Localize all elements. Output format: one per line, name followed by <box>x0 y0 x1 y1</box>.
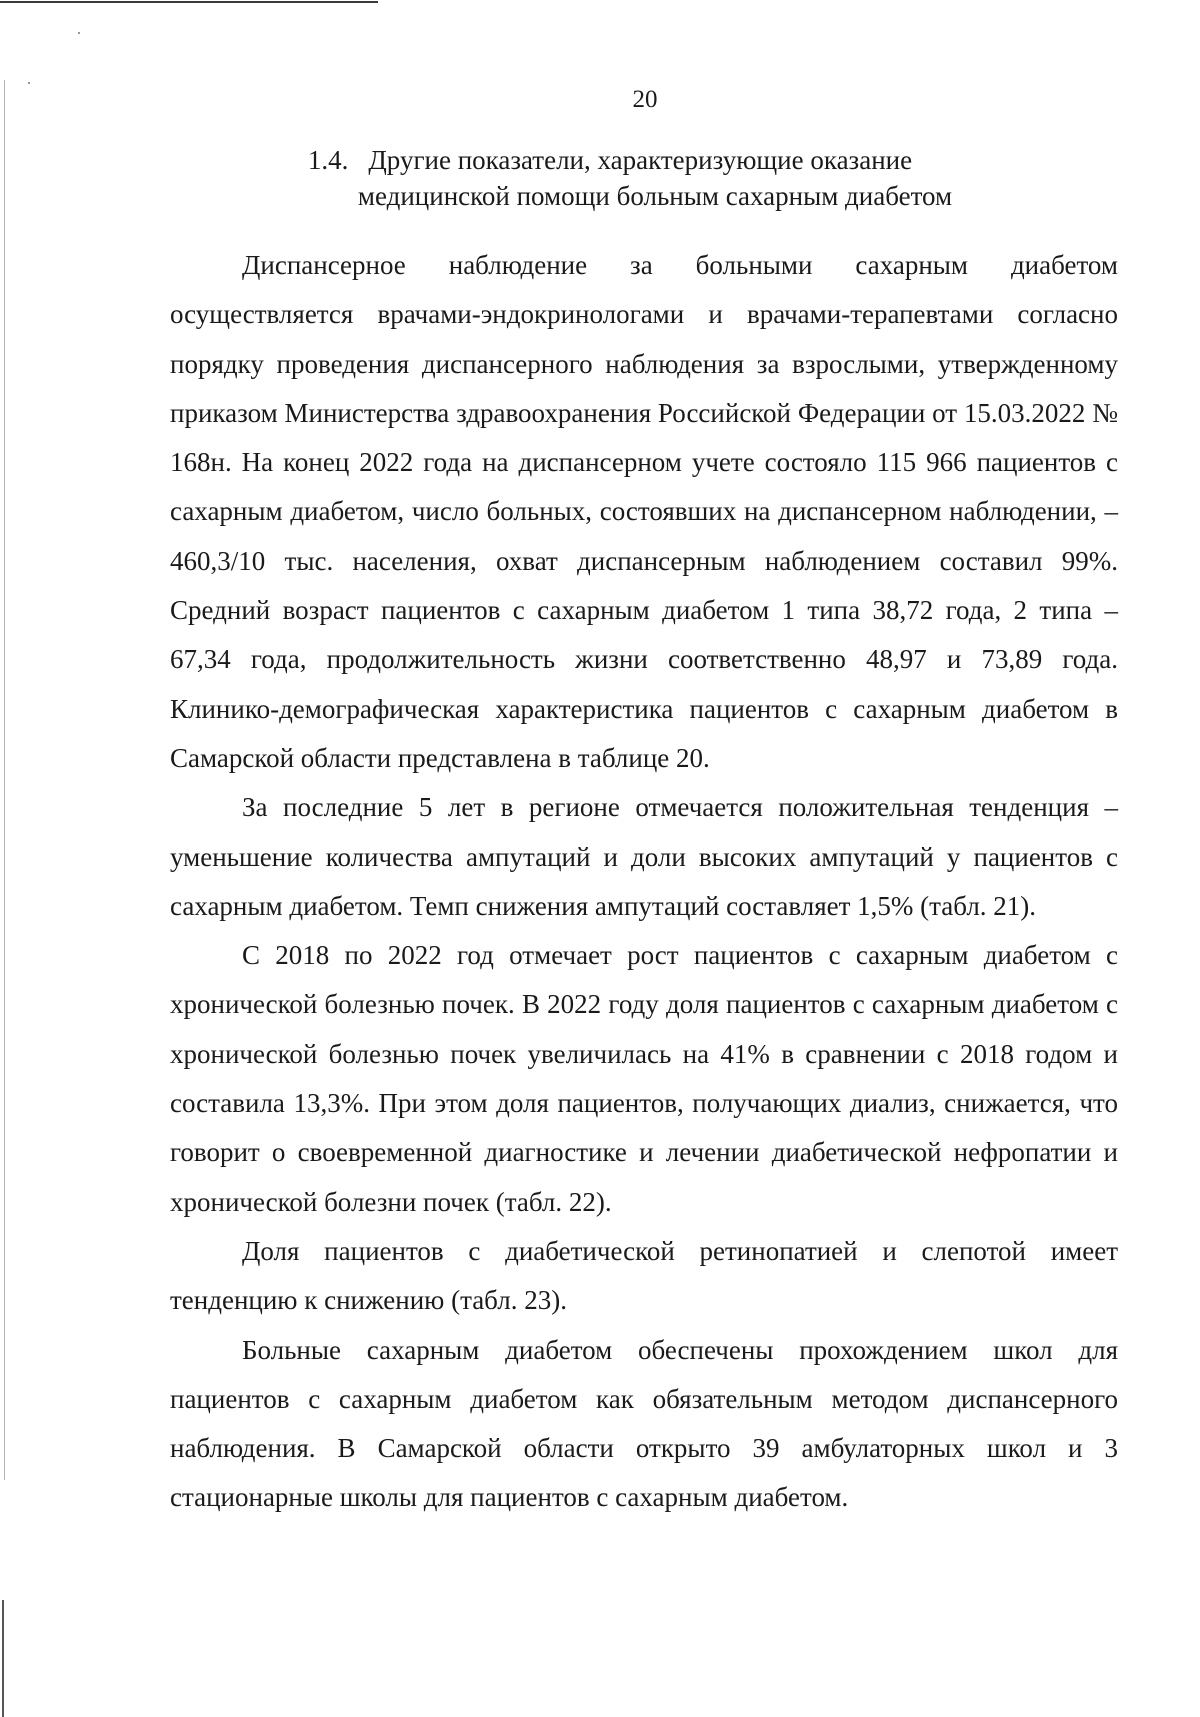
page-number: 20 <box>632 86 658 113</box>
paragraph-kidney-disease: С 2018 по 2022 год отмечает рост пациентов с сахарным диабетом с хронической болезнью почек. В 2022 году доля пациентов с сахарным диабетом с хронической болезнью почек увеличилась на 41% в сравнении с 2018 годом и составила 13,3%. При этом доля пациентов, получающих диализ, снижается, что говорит о своевременной диагностике и лечении диабетической нефропатии и хронической болезни почек (табл. 22). <box>170 940 1118 1217</box>
section-heading-line1 <box>100 142 1120 178</box>
scan-edge-left <box>4 80 5 1480</box>
section-title-line1: Другие показатели, характеризующие оказание <box>368 145 913 175</box>
paragraph-retinopathy: Доля пациентов с диабетической ретинопатией и слепотой имеет тенденцию к снижению (табл. 23). <box>170 1235 1118 1316</box>
section-number: 1.4. <box>307 145 349 175</box>
body-text <box>170 241 1118 1523</box>
scan-speck <box>78 32 80 34</box>
paragraph-dispensary-observation: Диспансерное наблюдение за больными сахарным диабетом осуществляется врачами-эндокринологами и врачами-терапевтами согласно порядку проведения диспансерного наблюдения за взрослыми, утвержденному приказом Министерства здравоохранения Российской Федерации от 15.03.2022 № 168н. На конец 2022 года на диспансерном учете состояло 115 966 пациентов с сахарным диабетом, число больных, состоявших на диспансерном наблюдении, – 460,3/10 тыс. населения, охват диспансерным наблюдением составил 99%. Средний возраст пациентов с сахарным диабетом 1 типа 38,72 года, 2 типа – 67,34 года, продолжительность жизни соответственно 48,97 и 73,89 года. Клинико-демографическая характеристика пациентов с сахарным диабетом в Самарской области представлена в таблице 20. <box>170 250 1118 773</box>
paragraph-amputations: За последние 5 лет в регионе отмечается положительная тенденция – уменьшение количества ампутаций и доли высоких ампутаций у пациентов с сахарным диабетом. Темп снижения ампутаций составляет 1,5% (табл. 21). <box>170 792 1118 921</box>
scan-edge-left-bottom <box>2 1600 4 1717</box>
paragraph-schools: Больные сахарным диабетом обеспечены прохождением школ для пациентов с сахарным диабетом как обязательным методом диспансерного наблюдения. В Самарской области открыто 39 амбулаторных школ и 3 стационарные школы для пациентов с сахарным диабетом. <box>170 1334 1118 1513</box>
section-heading <box>170 142 1120 214</box>
section-heading-line2: медицинской помощи больным сахарным диабетом <box>357 181 953 211</box>
scan-speck <box>28 82 30 84</box>
scan-edge-top <box>0 1 378 3</box>
